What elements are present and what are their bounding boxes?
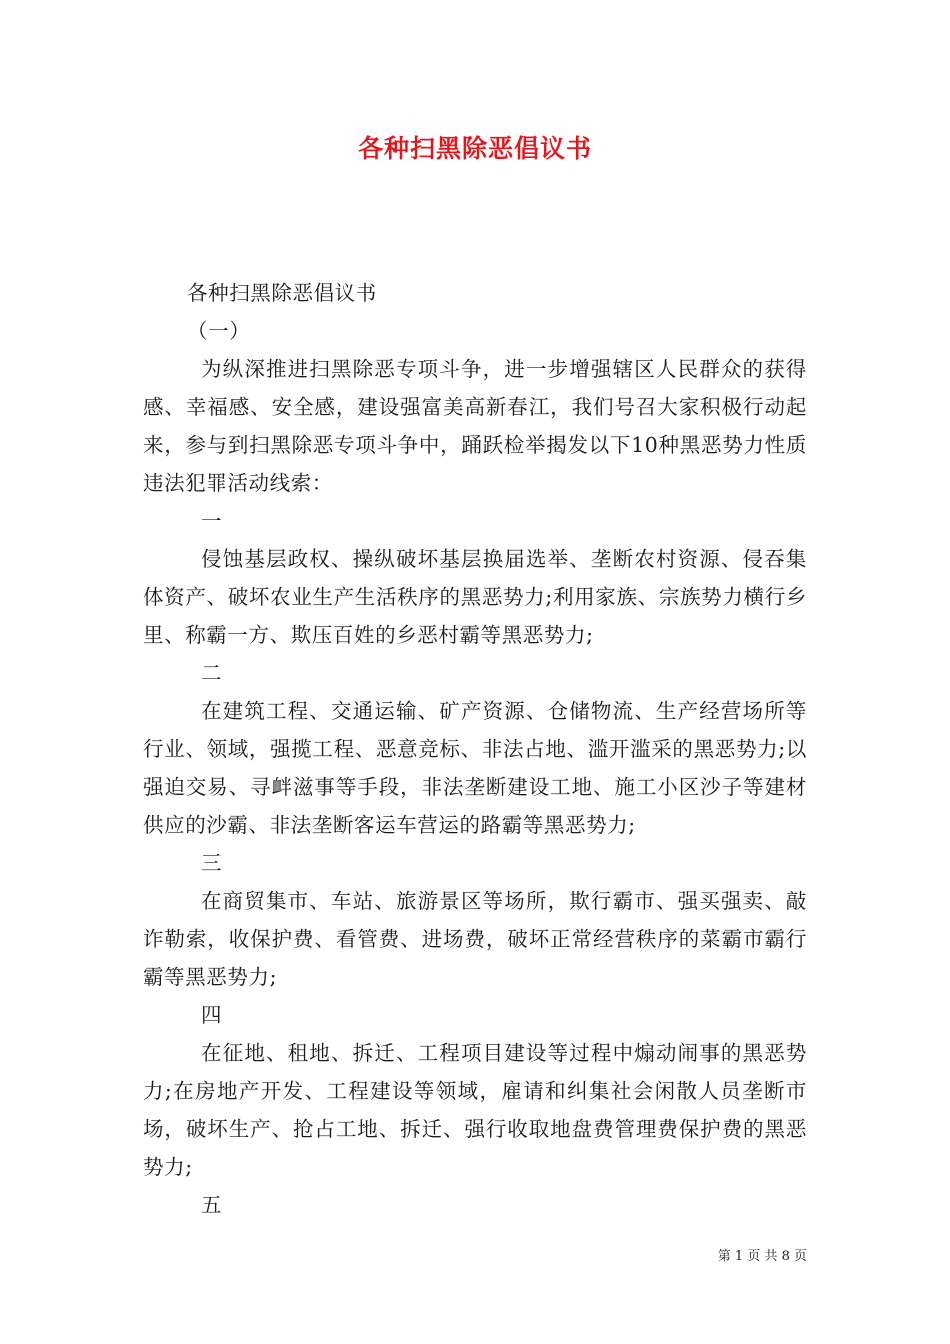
item-number-3: 三 xyxy=(201,851,223,875)
item-text-2: 在建筑工程、交通运输、矿产资源、仓储物流、生产经营场所等行业、领域，强揽工程、恶意竞标、非法占地、滥开滥采的黑恶势力;以强迫交易、寻衅滋事等手段，非法垄断建设工地、施工小区沙子等建材供应的沙霸、非法垄断客运车营运的路霸等黑恶势力; xyxy=(143,699,807,837)
page-title: 各种扫黑除恶倡议书 xyxy=(357,134,592,163)
section-mark: （一） xyxy=(187,319,251,343)
subtitle: 各种扫黑除恶倡议书 xyxy=(187,281,377,305)
item-number-1: 一 xyxy=(201,509,223,533)
item-text-4: 在征地、租地、拆迁、工程项目建设等过程中煽动闹事的黑恶势力;在房地产开发、工程建设等领域，雇请和纠集社会闲散人员垄断市场，破坏生产、抢占工地、拆迁、强行收取地盘费管理费保护费的黑恶势力; xyxy=(143,1041,807,1179)
item-number-5: 五 xyxy=(201,1193,223,1217)
item-number-2: 二 xyxy=(201,661,223,685)
item-text-1: 侵蚀基层政权、操纵破坏基层换届选举、垄断农村资源、侵吞集体资产、破坏农业生产生活秩序的黑恶势力;利用家族、宗族势力横行乡里、称霸一方、欺压百姓的乡恶村霸等黑恶势力; xyxy=(143,547,807,647)
item-text-3: 在商贸集市、车站、旅游景区等场所，欺行霸市、强买强卖、敲诈勒索，收保护费、看管费、进场费，破坏正常经营秩序的菜霸市霸行霸等黑恶势力; xyxy=(143,889,807,989)
document-body xyxy=(143,274,807,1224)
page-footer: 第 1 页 共 8 页 xyxy=(717,1249,807,1264)
item-number-4: 四 xyxy=(201,1003,223,1027)
intro-paragraph: 为纵深推进扫黑除恶专项斗争，进一步增强辖区人民群众的获得感、幸福感、安全感，建设强富美高新春江，我们号召大家积极行动起来，参与到扫黑除恶专项斗争中，踊跃检举揭发以下10种黑恶势力性质违法犯罪活动线索： xyxy=(143,357,807,495)
